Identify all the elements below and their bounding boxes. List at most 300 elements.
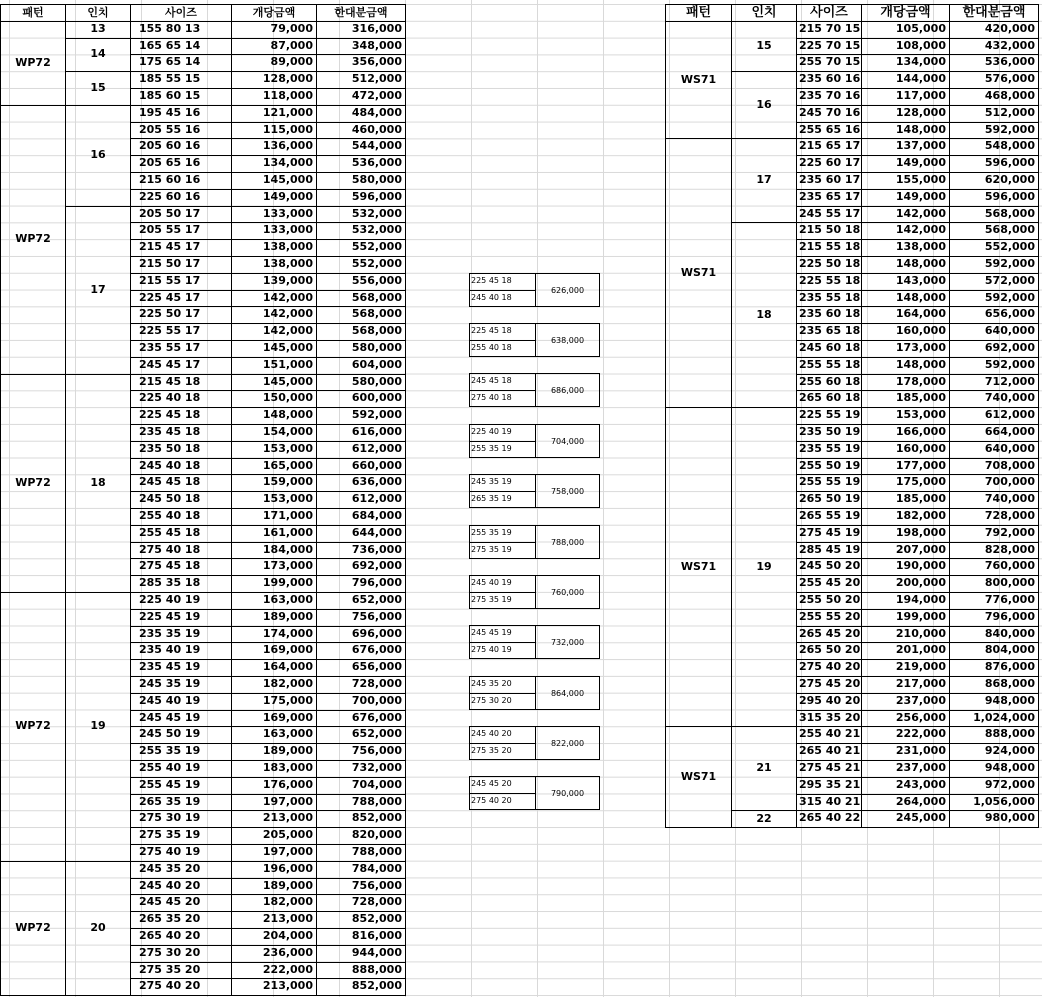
right-size-cell[interactable]: 255 70 15: [796, 54, 861, 72]
inch-cell[interactable]: 13: [65, 21, 130, 39]
size-cell[interactable]: 245 35 19: [130, 676, 231, 694]
right-size-cell[interactable]: 315 40 21: [796, 794, 861, 812]
right-set-price-cell[interactable]: 592,000: [949, 357, 1039, 375]
unit-price-cell[interactable]: 213,000: [231, 911, 316, 929]
pattern-cell[interactable]: WP72: [0, 21, 65, 106]
right-set-price-cell[interactable]: 592,000: [949, 290, 1039, 308]
unit-price-cell[interactable]: 189,000: [231, 878, 316, 896]
combo-size[interactable]: 275 40 18: [471, 393, 512, 402]
inch-cell[interactable]: 16: [65, 105, 130, 207]
right-unit-price-cell[interactable]: 231,000: [861, 743, 949, 761]
set-price-cell[interactable]: 484,000: [316, 105, 406, 123]
unit-price-cell[interactable]: 133,000: [231, 222, 316, 240]
right-set-price-cell[interactable]: 972,000: [949, 777, 1039, 795]
size-cell[interactable]: 205 65 16: [130, 155, 231, 173]
right-size-cell[interactable]: 235 55 18: [796, 290, 861, 308]
unit-price-cell[interactable]: 142,000: [231, 323, 316, 341]
right-size-cell[interactable]: 225 50 18: [796, 256, 861, 274]
size-cell[interactable]: 205 60 16: [130, 138, 231, 156]
size-cell[interactable]: 225 55 17: [130, 323, 231, 341]
set-price-cell[interactable]: 600,000: [316, 390, 406, 408]
right-set-price-cell[interactable]: 656,000: [949, 306, 1039, 324]
right-unit-price-cell[interactable]: 207,000: [861, 542, 949, 560]
combo-size[interactable]: 225 40 19: [471, 427, 512, 436]
unit-price-cell[interactable]: 153,000: [231, 441, 316, 459]
right-size-cell[interactable]: 255 65 16: [796, 122, 861, 140]
right-size-cell[interactable]: 245 50 20: [796, 558, 861, 576]
right-size-cell[interactable]: 275 45 20: [796, 676, 861, 694]
set-price-cell[interactable]: 944,000: [316, 945, 406, 963]
right-unit-price-cell[interactable]: 237,000: [861, 760, 949, 778]
unit-price-cell[interactable]: 87,000: [231, 38, 316, 56]
size-cell[interactable]: 225 60 16: [130, 189, 231, 207]
right-set-price-cell[interactable]: 512,000: [949, 105, 1039, 123]
unit-price-cell[interactable]: 163,000: [231, 592, 316, 610]
size-cell[interactable]: 235 50 18: [130, 441, 231, 459]
right-inch-cell[interactable]: 18: [731, 222, 796, 408]
size-cell[interactable]: 235 35 19: [130, 626, 231, 644]
set-price-cell[interactable]: 788,000: [316, 794, 406, 812]
combo-price[interactable]: 638,000: [550, 335, 585, 345]
right-set-price-cell[interactable]: 612,000: [949, 407, 1039, 425]
right-pattern-cell[interactable]: WS71: [665, 21, 731, 140]
combo-size[interactable]: 255 40 18: [471, 343, 512, 352]
size-cell[interactable]: 275 35 20: [130, 962, 231, 980]
combo-size[interactable]: 245 35 19: [471, 477, 512, 486]
unit-price-cell[interactable]: 148,000: [231, 407, 316, 425]
unit-price-cell[interactable]: 164,000: [231, 659, 316, 677]
set-price-cell[interactable]: 700,000: [316, 693, 406, 711]
set-price-cell[interactable]: 788,000: [316, 844, 406, 862]
size-cell[interactable]: 175 65 14: [130, 54, 231, 72]
right-set-price-cell[interactable]: 592,000: [949, 122, 1039, 140]
right-set-price-cell[interactable]: 740,000: [949, 390, 1039, 408]
combo-size[interactable]: 255 35 19: [471, 444, 512, 453]
right-set-price-cell[interactable]: 568,000: [949, 222, 1039, 240]
size-cell[interactable]: 265 35 20: [130, 911, 231, 929]
combo-price[interactable]: 790,000: [550, 788, 585, 798]
set-price-cell[interactable]: 696,000: [316, 626, 406, 644]
combo-price[interactable]: 704,000: [550, 436, 585, 446]
size-cell[interactable]: 225 50 17: [130, 306, 231, 324]
right-set-price-cell[interactable]: 468,000: [949, 88, 1039, 106]
right-size-cell[interactable]: 255 60 18: [796, 374, 861, 392]
combo-size[interactable]: 225 45 18: [471, 276, 512, 285]
right-unit-price-cell[interactable]: 210,000: [861, 626, 949, 644]
right-unit-price-cell[interactable]: 144,000: [861, 71, 949, 89]
unit-price-cell[interactable]: 222,000: [231, 962, 316, 980]
size-cell[interactable]: 275 30 20: [130, 945, 231, 963]
right-set-price-cell[interactable]: 548,000: [949, 138, 1039, 156]
right-size-cell[interactable]: 315 35 20: [796, 710, 861, 728]
size-cell[interactable]: 255 45 18: [130, 525, 231, 543]
unit-price-cell[interactable]: 189,000: [231, 743, 316, 761]
set-price-cell[interactable]: 684,000: [316, 508, 406, 526]
size-cell[interactable]: 245 35 20: [130, 861, 231, 879]
right-unit-price-cell[interactable]: 143,000: [861, 273, 949, 291]
size-cell[interactable]: 245 50 18: [130, 491, 231, 509]
right-unit-price-cell[interactable]: 134,000: [861, 54, 949, 72]
right-size-cell[interactable]: 215 55 18: [796, 239, 861, 257]
set-price-cell[interactable]: 596,000: [316, 189, 406, 207]
unit-price-cell[interactable]: 182,000: [231, 894, 316, 912]
right-unit-price-cell[interactable]: 182,000: [861, 508, 949, 526]
right-set-price-cell[interactable]: 924,000: [949, 743, 1039, 761]
right-size-cell[interactable]: 245 55 17: [796, 206, 861, 224]
right-size-cell[interactable]: 255 40 21: [796, 726, 861, 744]
right-unit-price-cell[interactable]: 155,000: [861, 172, 949, 190]
size-cell[interactable]: 285 35 18: [130, 575, 231, 593]
set-price-cell[interactable]: 736,000: [316, 542, 406, 560]
unit-price-cell[interactable]: 145,000: [231, 374, 316, 392]
unit-price-cell[interactable]: 138,000: [231, 239, 316, 257]
right-set-price-cell[interactable]: 640,000: [949, 441, 1039, 459]
unit-price-cell[interactable]: 184,000: [231, 542, 316, 560]
combo-price[interactable]: 788,000: [550, 537, 585, 547]
size-cell[interactable]: 205 55 17: [130, 222, 231, 240]
right-unit-price-cell[interactable]: 148,000: [861, 122, 949, 140]
right-inch-cell[interactable]: 16: [731, 71, 796, 139]
set-price-cell[interactable]: 816,000: [316, 928, 406, 946]
inch-cell[interactable]: 20: [65, 861, 130, 996]
inch-cell[interactable]: 14: [65, 38, 130, 73]
set-price-cell[interactable]: 852,000: [316, 911, 406, 929]
right-size-cell[interactable]: 235 50 19: [796, 424, 861, 442]
size-cell[interactable]: 255 40 18: [130, 508, 231, 526]
unit-price-cell[interactable]: 204,000: [231, 928, 316, 946]
right-set-price-cell[interactable]: 948,000: [949, 760, 1039, 778]
right-size-cell[interactable]: 275 45 21: [796, 760, 861, 778]
size-cell[interactable]: 255 45 19: [130, 777, 231, 795]
unit-price-cell[interactable]: 79,000: [231, 21, 316, 39]
unit-price-cell[interactable]: 236,000: [231, 945, 316, 963]
size-cell[interactable]: 275 45 18: [130, 558, 231, 576]
size-cell[interactable]: 275 40 18: [130, 542, 231, 560]
right-unit-price-cell[interactable]: 137,000: [861, 138, 949, 156]
size-cell[interactable]: 205 50 17: [130, 206, 231, 224]
unit-price-cell[interactable]: 189,000: [231, 609, 316, 627]
size-cell[interactable]: 185 60 15: [130, 88, 231, 106]
combo-size[interactable]: 245 40 20: [471, 729, 512, 738]
right-size-cell[interactable]: 255 55 20: [796, 609, 861, 627]
set-price-cell[interactable]: 580,000: [316, 374, 406, 392]
right-size-cell[interactable]: 215 70 15: [796, 21, 861, 39]
unit-price-cell[interactable]: 118,000: [231, 88, 316, 106]
size-cell[interactable]: 255 40 19: [130, 760, 231, 778]
size-cell[interactable]: 275 40 20: [130, 978, 231, 996]
right-set-price-cell[interactable]: 536,000: [949, 54, 1039, 72]
combo-size[interactable]: 225 45 18: [471, 326, 512, 335]
unit-price-cell[interactable]: 213,000: [231, 978, 316, 996]
combo-size[interactable]: 275 35 19: [471, 595, 512, 604]
combo-size[interactable]: 275 35 19: [471, 545, 512, 554]
size-cell[interactable]: 235 45 18: [130, 424, 231, 442]
unit-price-cell[interactable]: 138,000: [231, 256, 316, 274]
right-size-cell[interactable]: 225 55 19: [796, 407, 861, 425]
unit-price-cell[interactable]: 136,000: [231, 138, 316, 156]
size-cell[interactable]: 205 55 16: [130, 122, 231, 140]
set-price-cell[interactable]: 580,000: [316, 340, 406, 358]
set-price-cell[interactable]: 704,000: [316, 777, 406, 795]
size-cell[interactable]: 265 40 20: [130, 928, 231, 946]
set-price-cell[interactable]: 604,000: [316, 357, 406, 375]
right-size-cell[interactable]: 215 50 18: [796, 222, 861, 240]
right-pattern-cell[interactable]: WS71: [665, 138, 731, 408]
set-price-cell[interactable]: 568,000: [316, 323, 406, 341]
right-unit-price-cell[interactable]: 160,000: [861, 323, 949, 341]
size-cell[interactable]: 225 45 17: [130, 290, 231, 308]
right-unit-price-cell[interactable]: 160,000: [861, 441, 949, 459]
size-cell[interactable]: 245 45 19: [130, 710, 231, 728]
inch-cell[interactable]: 15: [65, 71, 130, 106]
unit-price-cell[interactable]: 197,000: [231, 844, 316, 862]
set-price-cell[interactable]: 796,000: [316, 575, 406, 593]
unit-price-cell[interactable]: 165,000: [231, 458, 316, 476]
size-cell[interactable]: 195 45 16: [130, 105, 231, 123]
unit-price-cell[interactable]: 89,000: [231, 54, 316, 72]
right-unit-price-cell[interactable]: 153,000: [861, 407, 949, 425]
set-price-cell[interactable]: 356,000: [316, 54, 406, 72]
right-size-cell[interactable]: 255 55 19: [796, 474, 861, 492]
right-set-price-cell[interactable]: 888,000: [949, 726, 1039, 744]
combo-price[interactable]: 864,000: [550, 688, 585, 698]
unit-price-cell[interactable]: 163,000: [231, 726, 316, 744]
right-size-cell[interactable]: 255 55 18: [796, 357, 861, 375]
right-inch-cell[interactable]: 15: [731, 21, 796, 72]
combo-size[interactable]: 245 35 20: [471, 679, 512, 688]
combo-size[interactable]: 255 35 19: [471, 528, 512, 537]
unit-price-cell[interactable]: 196,000: [231, 861, 316, 879]
set-price-cell[interactable]: 616,000: [316, 424, 406, 442]
right-pattern-cell[interactable]: WS71: [665, 726, 731, 828]
set-price-cell[interactable]: 660,000: [316, 458, 406, 476]
right-unit-price-cell[interactable]: 201,000: [861, 642, 949, 660]
set-price-cell[interactable]: 728,000: [316, 894, 406, 912]
set-price-cell[interactable]: 348,000: [316, 38, 406, 56]
right-set-price-cell[interactable]: 776,000: [949, 592, 1039, 610]
right-pattern-cell[interactable]: WS71: [665, 407, 731, 727]
unit-price-cell[interactable]: 205,000: [231, 827, 316, 845]
set-price-cell[interactable]: 472,000: [316, 88, 406, 106]
right-unit-price-cell[interactable]: 105,000: [861, 21, 949, 39]
right-unit-price-cell[interactable]: 138,000: [861, 239, 949, 257]
right-unit-price-cell[interactable]: 243,000: [861, 777, 949, 795]
right-set-price-cell[interactable]: 840,000: [949, 626, 1039, 644]
combo-size[interactable]: 275 40 19: [471, 645, 512, 654]
combo-size[interactable]: 275 40 20: [471, 796, 512, 805]
size-cell[interactable]: 215 45 18: [130, 374, 231, 392]
right-set-price-cell[interactable]: 712,000: [949, 374, 1039, 392]
right-unit-price-cell[interactable]: 142,000: [861, 222, 949, 240]
right-unit-price-cell[interactable]: 185,000: [861, 491, 949, 509]
right-unit-price-cell[interactable]: 149,000: [861, 155, 949, 173]
unit-price-cell[interactable]: 115,000: [231, 122, 316, 140]
set-price-cell[interactable]: 512,000: [316, 71, 406, 89]
size-cell[interactable]: 255 35 19: [130, 743, 231, 761]
right-set-price-cell[interactable]: 432,000: [949, 38, 1039, 56]
set-price-cell[interactable]: 676,000: [316, 710, 406, 728]
right-size-cell[interactable]: 255 45 20: [796, 575, 861, 593]
right-unit-price-cell[interactable]: 148,000: [861, 290, 949, 308]
size-cell[interactable]: 215 60 16: [130, 172, 231, 190]
set-price-cell[interactable]: 784,000: [316, 861, 406, 879]
set-price-cell[interactable]: 644,000: [316, 525, 406, 543]
unit-price-cell[interactable]: 169,000: [231, 642, 316, 660]
pattern-cell[interactable]: WP72: [0, 592, 65, 862]
combo-size[interactable]: 245 45 20: [471, 779, 512, 788]
right-set-price-cell[interactable]: 420,000: [949, 21, 1039, 39]
size-cell[interactable]: 275 40 19: [130, 844, 231, 862]
right-unit-price-cell[interactable]: 175,000: [861, 474, 949, 492]
right-inch-cell[interactable]: 21: [731, 726, 796, 811]
set-price-cell[interactable]: 692,000: [316, 558, 406, 576]
right-size-cell[interactable]: 265 50 20: [796, 642, 861, 660]
right-set-price-cell[interactable]: 700,000: [949, 474, 1039, 492]
right-set-price-cell[interactable]: 740,000: [949, 491, 1039, 509]
right-set-price-cell[interactable]: 572,000: [949, 273, 1039, 291]
right-unit-price-cell[interactable]: 117,000: [861, 88, 949, 106]
right-set-price-cell[interactable]: 796,000: [949, 609, 1039, 627]
set-price-cell[interactable]: 552,000: [316, 239, 406, 257]
right-inch-cell[interactable]: 19: [731, 407, 796, 727]
right-size-cell[interactable]: 225 70 15: [796, 38, 861, 56]
combo-size[interactable]: 275 35 20: [471, 746, 512, 755]
right-unit-price-cell[interactable]: 217,000: [861, 676, 949, 694]
set-price-cell[interactable]: 580,000: [316, 172, 406, 190]
right-unit-price-cell[interactable]: 219,000: [861, 659, 949, 677]
right-size-cell[interactable]: 235 65 18: [796, 323, 861, 341]
unit-price-cell[interactable]: 176,000: [231, 777, 316, 795]
unit-price-cell[interactable]: 128,000: [231, 71, 316, 89]
unit-price-cell[interactable]: 174,000: [231, 626, 316, 644]
right-unit-price-cell[interactable]: 198,000: [861, 525, 949, 543]
right-set-price-cell[interactable]: 576,000: [949, 71, 1039, 89]
right-unit-price-cell[interactable]: 190,000: [861, 558, 949, 576]
set-price-cell[interactable]: 544,000: [316, 138, 406, 156]
set-price-cell[interactable]: 532,000: [316, 206, 406, 224]
right-size-cell[interactable]: 235 55 19: [796, 441, 861, 459]
set-price-cell[interactable]: 532,000: [316, 222, 406, 240]
right-set-price-cell[interactable]: 876,000: [949, 659, 1039, 677]
right-unit-price-cell[interactable]: 178,000: [861, 374, 949, 392]
right-size-cell[interactable]: 235 70 16: [796, 88, 861, 106]
set-price-cell[interactable]: 556,000: [316, 273, 406, 291]
set-price-cell[interactable]: 852,000: [316, 810, 406, 828]
set-price-cell[interactable]: 820,000: [316, 827, 406, 845]
right-set-price-cell[interactable]: 760,000: [949, 558, 1039, 576]
combo-size[interactable]: 245 40 18: [471, 293, 512, 302]
right-size-cell[interactable]: 225 60 17: [796, 155, 861, 173]
right-unit-price-cell[interactable]: 166,000: [861, 424, 949, 442]
right-set-price-cell[interactable]: 708,000: [949, 458, 1039, 476]
size-cell[interactable]: 215 55 17: [130, 273, 231, 291]
size-cell[interactable]: 245 50 19: [130, 726, 231, 744]
right-size-cell[interactable]: 275 40 20: [796, 659, 861, 677]
size-cell[interactable]: 215 50 17: [130, 256, 231, 274]
unit-price-cell[interactable]: 139,000: [231, 273, 316, 291]
right-unit-price-cell[interactable]: 245,000: [861, 810, 949, 828]
right-unit-price-cell[interactable]: 199,000: [861, 609, 949, 627]
size-cell[interactable]: 165 65 14: [130, 38, 231, 56]
right-set-price-cell[interactable]: 980,000: [949, 810, 1039, 828]
set-price-cell[interactable]: 652,000: [316, 726, 406, 744]
pattern-cell[interactable]: WP72: [0, 105, 65, 375]
right-size-cell[interactable]: 265 60 18: [796, 390, 861, 408]
unit-price-cell[interactable]: 154,000: [231, 424, 316, 442]
set-price-cell[interactable]: 656,000: [316, 659, 406, 677]
right-inch-cell[interactable]: 17: [731, 138, 796, 223]
size-cell[interactable]: 245 40 18: [130, 458, 231, 476]
unit-price-cell[interactable]: 175,000: [231, 693, 316, 711]
right-set-price-cell[interactable]: 596,000: [949, 155, 1039, 173]
set-price-cell[interactable]: 316,000: [316, 21, 406, 39]
combo-size[interactable]: 245 45 19: [471, 628, 512, 637]
unit-price-cell[interactable]: 213,000: [231, 810, 316, 828]
size-cell[interactable]: 225 45 19: [130, 609, 231, 627]
size-cell[interactable]: 245 45 18: [130, 474, 231, 492]
right-unit-price-cell[interactable]: 177,000: [861, 458, 949, 476]
right-unit-price-cell[interactable]: 264,000: [861, 794, 949, 812]
size-cell[interactable]: 225 40 19: [130, 592, 231, 610]
combo-price[interactable]: 822,000: [550, 738, 585, 748]
right-set-price-cell[interactable]: 596,000: [949, 189, 1039, 207]
right-set-price-cell[interactable]: 592,000: [949, 256, 1039, 274]
combo-price[interactable]: 732,000: [550, 637, 585, 647]
unit-price-cell[interactable]: 134,000: [231, 155, 316, 173]
size-cell[interactable]: 275 35 19: [130, 827, 231, 845]
set-price-cell[interactable]: 732,000: [316, 760, 406, 778]
right-size-cell[interactable]: 265 55 19: [796, 508, 861, 526]
right-set-price-cell[interactable]: 792,000: [949, 525, 1039, 543]
right-unit-price-cell[interactable]: 148,000: [861, 357, 949, 375]
pattern-cell[interactable]: WP72: [0, 861, 65, 996]
unit-price-cell[interactable]: 199,000: [231, 575, 316, 593]
right-set-price-cell[interactable]: 1,024,000: [949, 710, 1039, 728]
right-set-price-cell[interactable]: 1,056,000: [949, 794, 1039, 812]
right-size-cell[interactable]: 245 70 16: [796, 105, 861, 123]
right-size-cell[interactable]: 265 40 22: [796, 810, 861, 828]
set-price-cell[interactable]: 612,000: [316, 441, 406, 459]
size-cell[interactable]: 245 45 20: [130, 894, 231, 912]
unit-price-cell[interactable]: 183,000: [231, 760, 316, 778]
size-cell[interactable]: 225 45 18: [130, 407, 231, 425]
unit-price-cell[interactable]: 182,000: [231, 676, 316, 694]
size-cell[interactable]: 235 40 19: [130, 642, 231, 660]
set-price-cell[interactable]: 728,000: [316, 676, 406, 694]
right-set-price-cell[interactable]: 620,000: [949, 172, 1039, 190]
right-size-cell[interactable]: 295 35 21: [796, 777, 861, 795]
combo-size[interactable]: 275 30 20: [471, 696, 512, 705]
set-price-cell[interactable]: 756,000: [316, 743, 406, 761]
unit-price-cell[interactable]: 150,000: [231, 390, 316, 408]
unit-price-cell[interactable]: 173,000: [231, 558, 316, 576]
right-size-cell[interactable]: 275 45 19: [796, 525, 861, 543]
unit-price-cell[interactable]: 133,000: [231, 206, 316, 224]
right-size-cell[interactable]: 245 60 18: [796, 340, 861, 358]
right-set-price-cell[interactable]: 664,000: [949, 424, 1039, 442]
unit-price-cell[interactable]: 142,000: [231, 306, 316, 324]
unit-price-cell[interactable]: 151,000: [231, 357, 316, 375]
set-price-cell[interactable]: 568,000: [316, 306, 406, 324]
combo-price[interactable]: 686,000: [550, 385, 585, 395]
right-set-price-cell[interactable]: 552,000: [949, 239, 1039, 257]
unit-price-cell[interactable]: 161,000: [231, 525, 316, 543]
right-size-cell[interactable]: 265 40 21: [796, 743, 861, 761]
unit-price-cell[interactable]: 171,000: [231, 508, 316, 526]
right-inch-cell[interactable]: 22: [731, 810, 796, 828]
right-size-cell[interactable]: 225 55 18: [796, 273, 861, 291]
right-size-cell[interactable]: 285 45 19: [796, 542, 861, 560]
